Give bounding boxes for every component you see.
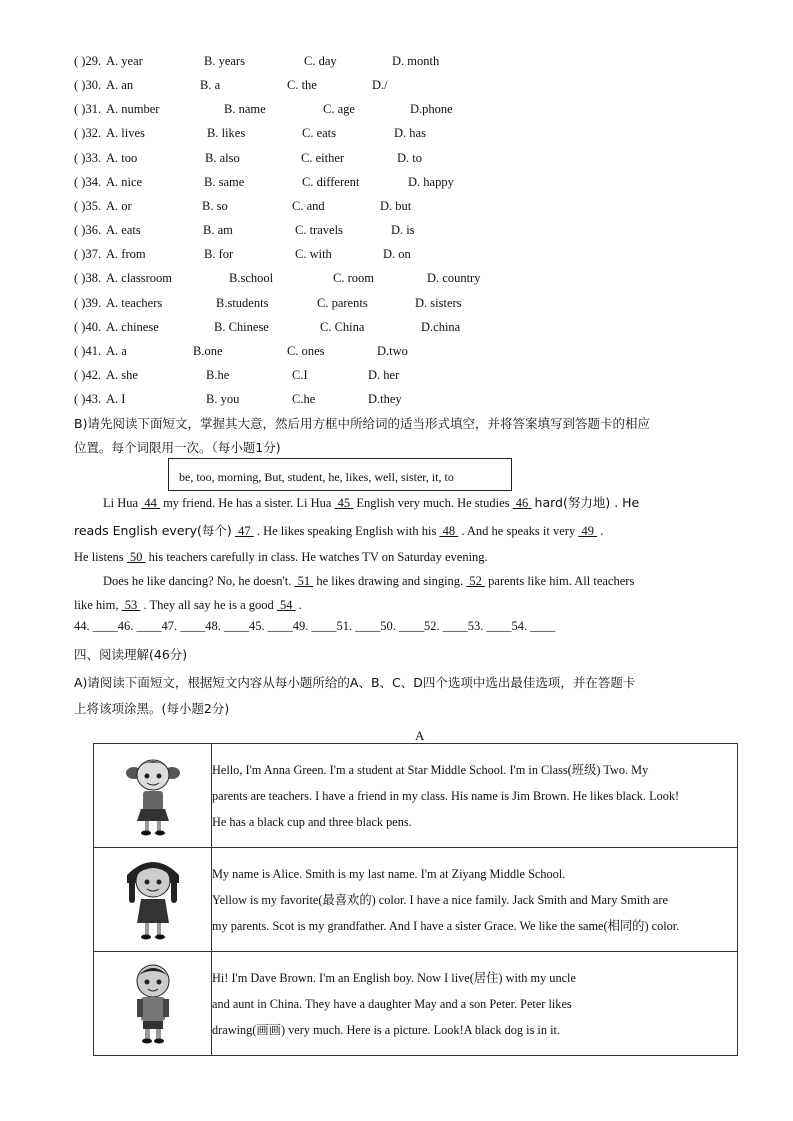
passage-text: his teachers carefully in class. He watches TV on Saturday evening. [148,550,488,564]
question-row [74,293,594,313]
option-b[interactable]: B. also [205,150,240,165]
passage-text: . [298,598,302,612]
girl-2-illustration [94,848,212,952]
option-a[interactable]: A. a [106,343,127,358]
option-c[interactable]: C. travels [295,223,343,238]
blank-number: 44 [144,496,157,510]
option-d[interactable]: D. sisters [415,295,462,310]
question-number: ( )34. [74,174,102,189]
passage-text: my friend. He has a sister. Li Hua [163,496,332,510]
option-d[interactable]: D. has [394,126,426,141]
passage-text: reads English every(每个) [74,523,232,538]
passage-text: Li Hua [103,496,139,510]
option-b[interactable]: B. same [204,174,245,189]
option-b[interactable]: B. likes [207,126,246,141]
question-number: ( )43. [74,392,102,407]
passage-line: drawing(画画) very much. Here is a picture. Look!A black dog is in it. [212,1022,560,1037]
option-c[interactable]: C. parents [317,295,368,310]
question-row [74,51,594,71]
passage-text: parents like him. All teachers [488,574,635,588]
option-d[interactable]: D. is [391,223,415,238]
passage-line-4 [103,571,634,591]
option-b[interactable]: B. years [204,54,245,68]
option-c[interactable]: C. day [304,54,337,68]
passage-caption: A [415,728,425,743]
passage-text: English very much. He studies [356,496,510,510]
boy-illustration [94,952,212,1056]
passage-text: like him, [74,598,119,612]
option-d[interactable]: D. to [397,150,422,165]
passage-text: . They all say he is a good [143,598,274,612]
blank-number: 47 [238,524,251,538]
blank-51[interactable] [294,574,313,588]
option-a[interactable]: A. teachers [106,295,163,310]
option-a[interactable]: A. I [106,392,126,407]
option-d[interactable]: D. on [383,247,411,262]
question-number: ( )37. [74,247,102,262]
word-box-text: be, too, morning, But, student, he, likes, well, sister, it, to [179,470,454,484]
question-row [74,220,594,240]
question-row [74,99,594,119]
question-row [74,317,594,337]
blank-53[interactable] [122,598,141,612]
girl-1-illustration [94,744,212,848]
option-a[interactable]: A. classroom [106,271,172,286]
option-d[interactable]: D. but [380,198,412,213]
option-b[interactable]: B. so [202,198,228,213]
option-b[interactable]: B. name [224,102,266,117]
passage-line-1 [103,493,639,513]
blank-49[interactable] [578,524,597,538]
option-a[interactable]: A. number [106,102,160,117]
blank-45[interactable] [335,496,354,510]
option-a[interactable]: A. year [106,54,143,68]
section-4-heading: 四、阅读理解(46分) [74,647,188,662]
table-row [94,848,738,952]
option-a[interactable]: A. eats [106,223,141,238]
passage-line: Yellow is my favorite(最喜欢的) color. I have a nice family. Jack Smith and Mary Smith are [212,892,668,907]
question-number: ( )38. [74,271,102,286]
option-c[interactable]: C. room [333,271,374,286]
question-row [74,365,594,385]
question-row [74,389,594,409]
girl-braids-icon [119,853,187,943]
blank-50[interactable] [127,550,146,564]
word-box [168,458,512,491]
passage-line: my parents. Scot is my grandfather. And I have a sister Grace. We like the same(相同的) color. [212,918,680,933]
passage-line: Hello, I'm Anna Green. I'm a student at Star Middle School. I'm in Class(班级) Two. My [212,762,649,777]
option-a[interactable]: A. she [106,367,138,382]
question-number: ( )32. [74,126,102,141]
passage-text: . And he speaks it very [461,524,576,538]
option-c[interactable]: C. the [287,78,317,93]
option-c[interactable]: C.he [292,392,316,407]
option-d[interactable]: D.china [421,319,461,334]
section-4-instruction-1: A)请阅读下面短文，根据短文内容从每小题所给的A、B、C、D四个选项中选出最佳选项，并在答题卡 [74,675,636,690]
section-b-instruction-2: 位置。每个词限用一次。（每小题1分) [74,440,281,455]
question-row [74,148,594,168]
blank-number: 49 [581,524,594,538]
blank-number: 46 [515,496,529,510]
option-d[interactable]: D. happy [408,174,454,189]
passage-line: Hi! I'm Dave Brown. I'm an English boy. Now I live(居住) with my uncle [212,970,576,985]
question-row [74,75,594,95]
option-d[interactable]: D. country [427,271,481,286]
option-c[interactable]: C. ones [287,343,325,358]
question-number: ( )41. [74,343,102,358]
option-b[interactable]: B. you [206,392,240,407]
option-a[interactable]: A. nice [106,174,143,189]
passage-line-2 [74,521,603,541]
blank-number: 54 [280,598,293,612]
question-row [74,268,594,288]
option-b[interactable]: B. Chinese [214,319,269,334]
blank-number: 50 [129,550,143,564]
option-c[interactable]: C. either [301,150,345,165]
passage-text: . He likes speaking English with his [256,524,437,538]
passage-text: he likes drawing and singing. [316,574,464,588]
option-b[interactable]: B.one [193,343,223,358]
question-number: ( )36. [74,223,102,238]
question-number: ( )39. [74,295,102,310]
option-a[interactable]: A. chinese [106,319,159,334]
blank-number: 52 [469,574,482,588]
blank-54[interactable] [277,598,296,612]
passage-text: Does he like dancing? No, he doesn't. [103,574,292,588]
blank-52[interactable] [466,574,485,588]
option-a[interactable]: A. from [106,247,146,262]
question-number: ( )30. [74,78,102,93]
passage-cell [212,848,738,952]
passage-text: . [600,524,604,538]
option-d[interactable]: D.they [368,392,402,407]
passage-line: My name is Alice. Smith is my last name. I'm at Ziyang Middle School. [212,866,566,881]
option-c[interactable]: C. China [320,319,365,334]
option-a[interactable]: A. too [106,150,138,165]
option-b[interactable]: B.school [229,271,274,286]
blank-number: 53 [124,598,138,612]
question-number: ( )29. [74,54,102,68]
option-d[interactable]: D.phone [410,102,453,117]
option-c[interactable]: C. eats [302,126,337,141]
option-b[interactable]: B. a [200,78,221,93]
option-a[interactable]: A. lives [106,126,145,141]
question-number: ( )42. [74,367,102,382]
table-row [94,744,738,848]
blank-44[interactable] [141,496,160,510]
passage-line-5 [74,595,302,615]
question-number: ( )33. [74,150,102,165]
blank-46[interactable] [513,496,532,510]
girl-pigtails-icon [123,751,183,837]
section-b-instruction-1: B)请先阅读下面短文，掌握其大意，然后用方框中所给词的适当形式填空，并将答案填写到答题卡的相应 [74,416,650,431]
question-row [74,196,594,216]
question-number: ( )40. [74,319,102,334]
option-a[interactable]: A. an [106,78,134,93]
option-c[interactable]: C. different [302,174,360,189]
blank-number: 51 [297,574,311,588]
passage-text: hard(努力地) . He [534,495,640,510]
section-4-instruction-2: 上将该项涂黑。(每小题2分) [74,701,230,716]
option-a[interactable]: A. or [106,198,132,213]
question-row [74,172,594,192]
question-row [74,341,594,361]
option-c[interactable]: C. age [323,102,355,117]
option-d[interactable]: D./ [372,78,388,93]
option-c[interactable]: C. and [292,198,325,213]
option-b[interactable]: B.he [206,367,230,382]
passage-cell [212,744,738,848]
option-d[interactable]: D. her [368,367,400,382]
question-number: ( )31. [74,102,102,117]
question-number: ( )35. [74,198,102,213]
passage-line: He has a black cup and three black pens. [212,814,412,829]
passage-line: and aunt in China. They have a daughter May and a son Peter. Peter likes [212,996,572,1011]
blank-47[interactable] [235,524,254,538]
passage-line-3 [74,547,488,567]
option-d[interactable]: D.two [377,343,408,358]
answer-line[interactable]: 44. ____46. ____47. ____48. ____45. ____49. ____51. ____50. ____52. ____53. ____54. ____ [74,619,556,633]
passage-line: parents are teachers. I have a friend in my class. His name is Jim Brown. He likes black. Look! [212,788,680,803]
option-d[interactable]: D. month [392,54,440,68]
option-b[interactable]: B. am [203,223,233,238]
question-row [74,244,594,264]
blank-number: 45 [337,496,351,510]
passage-text: He listens [74,550,124,564]
reading-table [93,743,738,1056]
question-row [74,123,594,143]
option-b[interactable]: B.students [216,295,269,310]
blank-number: 48 [442,524,456,538]
option-b[interactable]: B. for [204,247,234,262]
blank-48[interactable] [439,524,458,538]
option-c[interactable]: C.I [292,367,308,382]
table-row [94,952,738,1056]
passage-cell [212,952,738,1056]
boy-backpack-icon [123,959,183,1045]
option-c[interactable]: C. with [295,247,332,262]
